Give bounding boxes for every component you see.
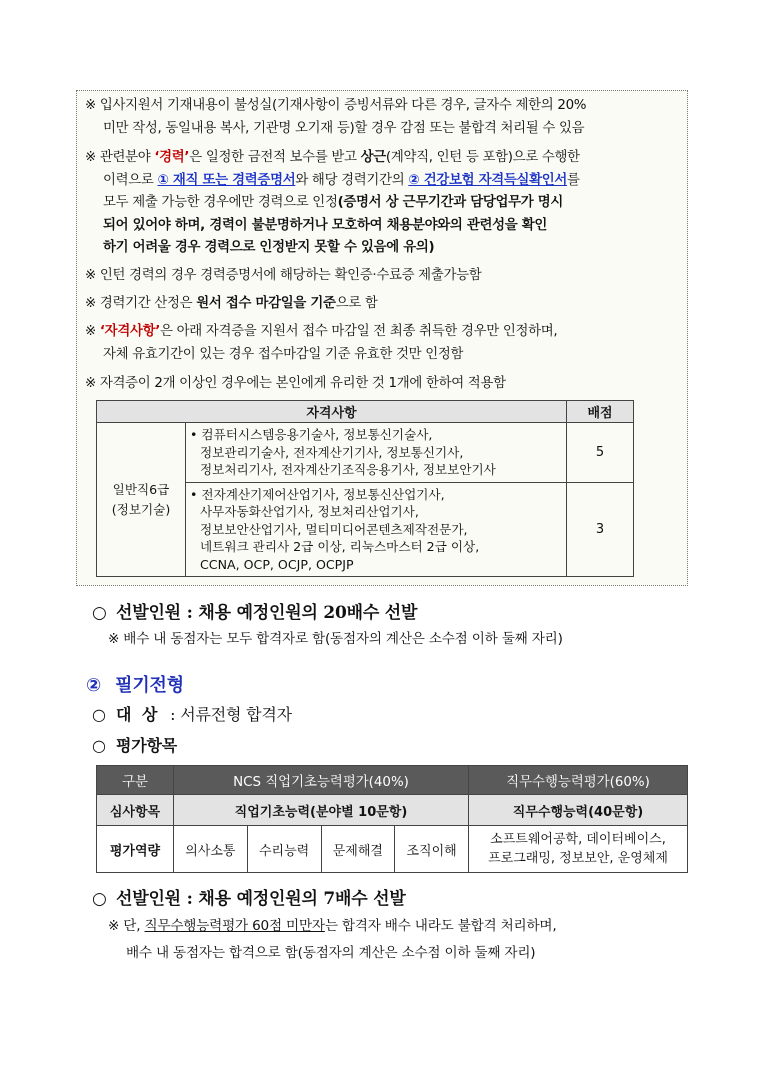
competency-cell: 문제해결 xyxy=(321,826,395,873)
written-heading: ② 필기전형 xyxy=(86,675,184,696)
doc-selection-note: ※ 배수 내 동점자는 모두 합격자로 함(동점자의 계산은 소수점 이하 둘째 자리) xyxy=(108,631,563,647)
header-items: 자격사항 xyxy=(97,401,567,423)
written-selection-note-2: 배수 내 동점자는 합격으로 함(동점자의 계산은 소수점 이하 둘째 자리) xyxy=(126,945,536,961)
written-eval: ○ 평가항목 xyxy=(92,736,178,755)
note-line: ※ 입사지원서 기재내용이 불성실(기재사항이 증빙서류와 다른 경우, 글자수 제한의 20% xyxy=(85,98,587,113)
insurance-certificate: ② 건강보험 자격득실확인서 xyxy=(408,172,568,188)
note-qualification: ※ ‘자격사항’은 아래 자격증을 지원서 접수 마감일 전 최종 취득한 경우만 인정하며, 자체 유효기간이 있는 경우 접수마감일 기준 유효한 것만 인정함 xyxy=(85,324,558,362)
note-period: ※ 경력기간 산정은 원서 접수 마감일을 기준으로 함 xyxy=(85,296,378,311)
qualification-term: ‘자격사항’ xyxy=(99,324,161,339)
doc-selection: ○ 선발인원 : 채용 예정인원의 20배수 선발 xyxy=(92,603,418,623)
qual-group-2: • 전자계산기제어산업기사, 정보통신산업기사, 사무자동화산업기사, 정보처리산업기사, 정보보안산업기사, 멀티미디어콘텐츠제작전문가, 네트워크 관리사 2급 이상, 리눅스마스터 2급 이상, CCNA, OCP, OCJP, OCPJP xyxy=(186,482,567,577)
note-career: ※ 관련분야 ‘경력’은 일정한 금전적 보수를 받고 상근(계약직, 인턴 등 포함)으로 수행한 이력으로 ① 재직 또는 경력증명서와 해당 경력기간의 ② 건강보험 자격득실확인서를 모두 제출 가능한 경우에만 경력으로 인정(증명서 상 근무기간과 담당업무가 명시 되어 있어야 하며, 경력이 불분명하거나 모호하여 채용분야와의 관련성을 확인 하기 어려울 경우 경력으로 인정받지 못할 수 있음에 유의) xyxy=(85,150,580,255)
eval-row-items-ncs: 직업기초능력(분야별 10문항) xyxy=(174,795,469,826)
sanggeun-term: 상근 xyxy=(360,150,386,165)
header-score: 배점 xyxy=(567,401,634,423)
eval-row-competency-label: 평가역량 xyxy=(97,826,174,873)
category-cell: 일반직6급 (정보기술) xyxy=(97,423,186,577)
qual-group-1: • 컴퓨터시스템응용기술사, 정보통신기술사, 정보관리기술사, 전자계산기기사, 정보통신기사, 정보처리기사, 전자계산기조직응용기사, 정보보안기사 xyxy=(186,423,567,483)
eval-header-job: 직무수행능력평가(60%) xyxy=(469,766,688,795)
note-multiple-certs: ※ 자격증이 2개 이상인 경우에는 본인에게 유리한 것 1개에 한하여 적용함 xyxy=(85,376,506,391)
eval-header-category: 구분 xyxy=(97,766,174,795)
eval-row-items-job: 직무수행능력(40문항) xyxy=(469,795,688,826)
score-group-1: 5 xyxy=(567,423,634,483)
competency-cell: 수리능력 xyxy=(247,826,321,873)
competency-cell: 의사소통 xyxy=(174,826,248,873)
written-selection: ○ 선발인원 : 채용 예정인원의 7배수 선발 xyxy=(92,889,406,909)
written-selection-note: ※ 단, 직무수행능력평가 60점 미만자는 합격자 배수 내라도 불합격 처리하며, xyxy=(108,918,557,934)
qualification-table xyxy=(96,400,634,577)
eval-header-ncs: NCS 직업기초능력평가(40%) xyxy=(174,766,469,795)
note-intern: ※ 인턴 경력의 경우 경력증명서에 해당하는 확인증·수료증 제출가능함 xyxy=(85,268,482,283)
competency-job-cell: 소프트웨어공학, 데이터베이스, 프로그래밍, 정보보안, 운영체제 xyxy=(469,826,688,873)
heading-number: ② xyxy=(86,675,102,696)
employment-certificate: ① 재직 또는 경력증명서 xyxy=(157,172,296,188)
written-target: ○ 대 상 : 서류전형 합격자 xyxy=(92,705,292,724)
note-form-content xyxy=(85,95,683,140)
eval-row-items-label: 심사항목 xyxy=(97,795,174,826)
evaluation-table xyxy=(96,765,688,873)
career-term: ‘경력’ xyxy=(154,150,190,165)
note-line: 미만 작성, 동일내용 복사, 기관명 오기재 등)할 경우 감점 또는 불합격 처리될 수 있음 xyxy=(103,120,585,136)
score-group-2: 3 xyxy=(567,482,634,577)
competency-cell: 조직이해 xyxy=(395,826,469,873)
